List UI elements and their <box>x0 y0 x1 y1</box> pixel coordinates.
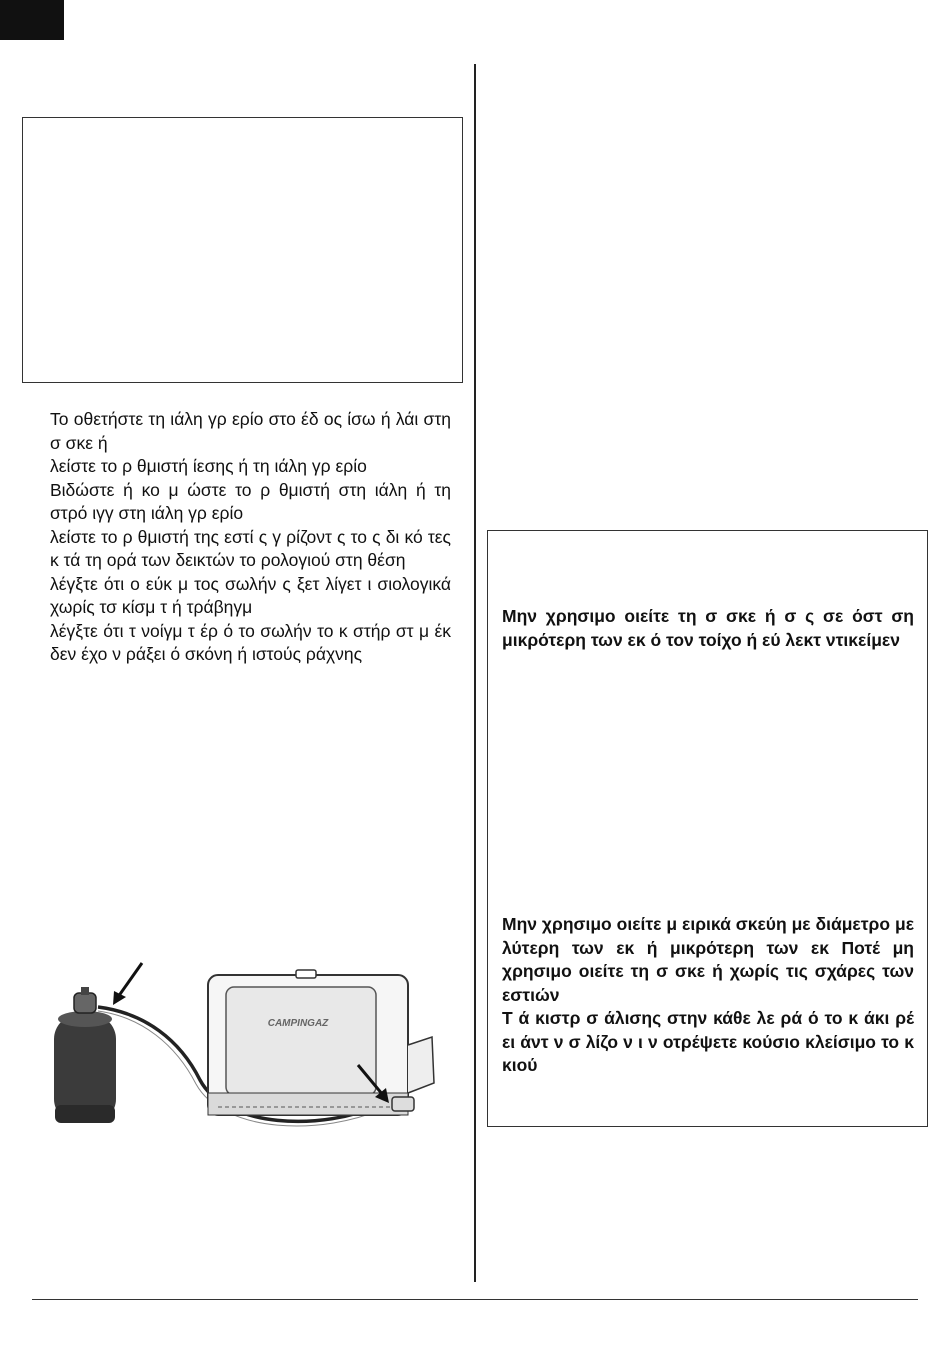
section-tab <box>0 0 64 40</box>
step-4: λείστε το ρ θμιστή της εστί ς γ ρίζοντ ς το ς δι κό τες κ τά τη ορά των δεικτών το ρολογιού στη θέση <box>50 526 451 570</box>
step-3: Βιδώστε ή κο μ ώστε το ρ θμιστή στη ιάλη ή τη στρό ιγγ στη ιάλη γρ ερίο <box>50 479 451 523</box>
footer-rule <box>32 1299 918 1300</box>
warning-clips-text: Τ ά κιστρ σ άλισης στην κάθε λε ρά ό το κ άκι ρέ ει άντ ν σ λίζο ν ι ν οτρέψετε κούσιο κλείσιμο το κ κιού <box>502 1008 914 1075</box>
step-1: Το οθετήστε τη ιάλη γρ ερίο στο έδ ος ίσω ή λάι στη σ σκε ή <box>50 409 451 453</box>
figure-frame-left <box>22 117 463 383</box>
instruction-steps <box>50 408 451 667</box>
gas-connection-illustration <box>40 955 450 1140</box>
step-2: λείστε το ρ θμιστή ίεσης ή τη ιάλη γρ ερίο <box>50 456 367 476</box>
brand-label: CAMPINGAZ <box>267 1018 329 1029</box>
column-divider <box>474 64 476 1282</box>
warning-cookware <box>502 913 914 1078</box>
warning-cookware-text: Μην χρησιμο οιείτε μ ειρικά σκεύη με διάμετρο με λύτερη των εκ ή μικρότερη των εκ Ποτέ μη χρησιμο οιείτε τη σ σκε ή χωρίς τις σχάρες των εστιών <box>502 914 914 1005</box>
warning-distance-text: Μην χρησιμο οιείτε τη σ σκε ή σ ς σε όστ ση μικρότερη των εκ ό τον τοίχο ή εύ λεκτ ντικείμεν <box>502 606 914 650</box>
arrow-regulator-icon <box>113 963 142 1005</box>
stove-icon <box>208 970 434 1115</box>
step-6: λέγξτε ότι τ νοίγμ τ έρ ό το σωλήν το κ στήρ στ μ έκ δεν έχο ν ράξει ό σκόνη ή ιστούς ράχνης <box>50 620 451 664</box>
warning-box <box>487 530 928 1127</box>
step-5: λέγξτε ότι ο εύκ μ τος σωλήν ς ξετ λίγετ ι σιολογικά χωρίς τσ κίσμ τ ή τράβηγμ <box>50 573 451 617</box>
warning-distance <box>502 605 914 652</box>
